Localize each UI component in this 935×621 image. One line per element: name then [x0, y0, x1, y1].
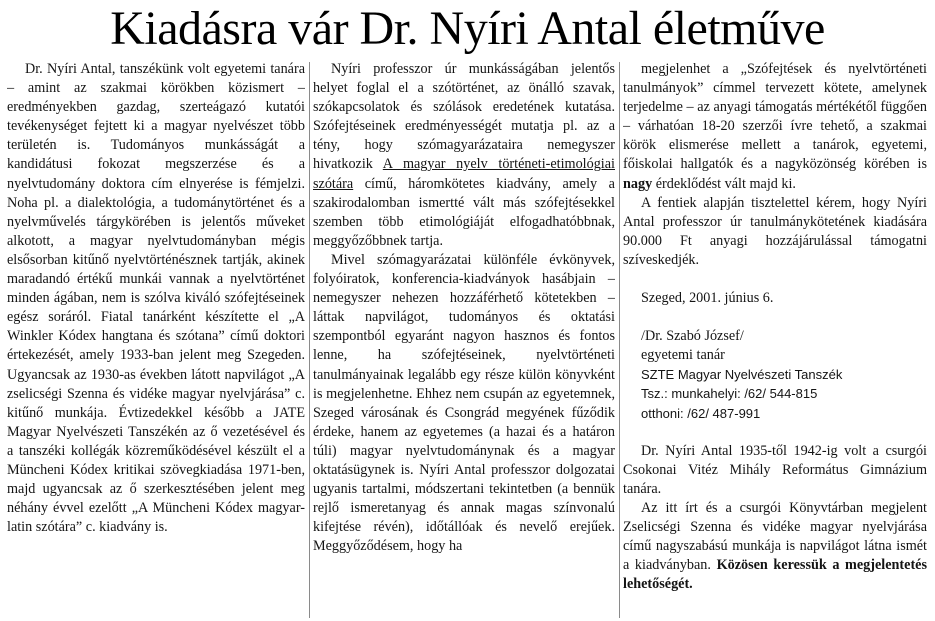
column-divider: [619, 62, 620, 618]
emphasis: Közösen keressük a megjelentetés lehetőségét.: [623, 557, 927, 593]
signature-title: egyetemi tanár: [641, 347, 725, 364]
signature-department: SZTE Magyar Nyelvészeti Tanszék: [641, 367, 843, 383]
paragraph-text: megjelenhet a „Szófejtések és nyelvtörténeti tanulmányok” címmel tervezett kötete, amelynek terjedelme – az anyagi támogatás mértékétől függően – várhatóan 18-20 szerzői ívre tehető, a szakmai körök elismerése mellett a tanárok, egyetemi, főiskolai hallgatók és a nagyközönség körében is: [623, 61, 927, 173]
paragraph: [623, 499, 927, 594]
column-divider: [309, 62, 310, 618]
column-2: [313, 60, 615, 618]
paragraph: [313, 60, 615, 251]
signature-work-phone: Tsz.: munkahelyi: /62/ 544-815: [641, 386, 818, 402]
paragraph-text: című, háromkötetes kiadvány, amely a szakirodalomban ismertté vált más szófejtésekkel szemben több etimológiáját elfogadhatóbbnak, meggyőzőbbnek tartja.: [313, 175, 615, 249]
column-1: [7, 60, 305, 618]
paragraph-text: érdeklődést vált majd ki.: [652, 175, 796, 192]
paragraph: Dr. Nyíri Antal 1935-től 1942-ig volt a csurgói Csokonai Vitéz Mihály Református Gimnázium tanára.: [623, 442, 927, 497]
paragraph-text: Az itt írt és a csurgói Könyvtárban megjelent Zselicségi Szenna és vidéke magyar nyelvjárása című nagyszabású munkája is napvilágot látna ismét a kiadványban.: [623, 499, 927, 574]
paragraph: Mivel szómagyarázatai különféle évkönyvek, folyóiratok, konferencia-kiadványok hasábjain – nemegyszer nehezen hozzáférhető kötetekben – láttak napvilágot, tudományos és oktatási szempontból egyaránt nagyon hasznos és fontos lenne, ha szófejtéseinek, nyelvtörténeti tanulmányainak legalább egy része külön könyvként is megjelenhetne. Ehhez nem csupán az egyetemnek, Szeged városának és Csongrád megyének fűződik érdeke, hanem az egyetemes (a hazai és a határon túli) magyar nyelvtudománynak és a magyar oktatásügynek is. Nyíri Antal professzor dolgozatai ugyanis tartalmi, módszertani tekintetben (a bennük rejlő ismeretanyag és annak magas színvonalú kifejtése révén), időtállóak és nevelő erejűek. Meggyőződésem, hogy ha: [313, 251, 615, 555]
emphasis: nagy: [623, 175, 653, 192]
paragraph: [623, 60, 927, 194]
signature-name: /Dr. Szabó József/: [641, 328, 744, 345]
date-line: Szeged, 2001. június 6.: [641, 290, 774, 307]
signature-home-phone: otthoni: /62/ 487-991: [641, 405, 761, 421]
paragraph-text: Nyíri professzor úr munkásságában jelentős helyet foglal el a szótörténet, az önálló szavak, szókapcsolatok és szólások eredetének kutatása. Szófejtéseinek eredményességét mutatja pl. az a tény, hogy szómagyarázataira nemegyszer hivatkozik: [313, 61, 615, 173]
column-3: [623, 60, 927, 618]
dictionary-title: A magyar nyelv történeti-etimológiai szótára: [313, 156, 615, 192]
headline: Kiadásra vár Dr. Nyíri Antal életműve: [110, 2, 825, 55]
paragraph: A fentiek alapján tisztelettel kérem, hogy Nyíri Antal professzor úr tanulmánykötetének kiadására 90.000 Ft anyagi hozzájárulással támogatni szíveskedjék.: [623, 194, 927, 268]
paragraph: Dr. Nyíri Antal, tanszékünk volt egyetemi tanára – amint az szakmai körökben közismert – eredményekben gazdag, szerteágazó kutatói tevékenységet fejtett ki a magyar nyelvészet több területén is. Tudományos munkásságát a kandidátusi fokozat megszerzése és a nyelvtudomány doktora cím elnyerése is fémjelzi. Noha pl. a dialektológia, a tudománytörténet és a nyelvművelés tárgykörében is jelentős műveket alkotott, a magyar nyelvtudományban mégis elsősorban kitűnő nyelvtörténésznek tartják, akinek maradandó értékű munkái vannak a nyelvtörténet minden ágában, nem is szólva kiváló szófejtéseinek egész soráról. Fiatal tanárként készítette el „A Winkler Kódex hangtana és szótana” című doktori értekezését, amely 1933-ban jelent meg Szegeden. Ugyancsak az 1930-as években látott napvilágot „A zselicségi Szenna és vidéke magyar nyelvjárása” c. kitűnő munkája. Évtizedekkel később a JATE Magyar Nyelvészeti Tanszékén az ő vezetésével és a tanszéki kollégák közreműködésével készült el a Müncheni Kódex kritikai szövegkiadása 1971-ben, majd ugyancsak az ő szerkesztésében jelent meg néhány évvel ezelőtt „A Müncheni Kódex magyar-latin szótára” c. kiadvány is.: [7, 61, 305, 536]
